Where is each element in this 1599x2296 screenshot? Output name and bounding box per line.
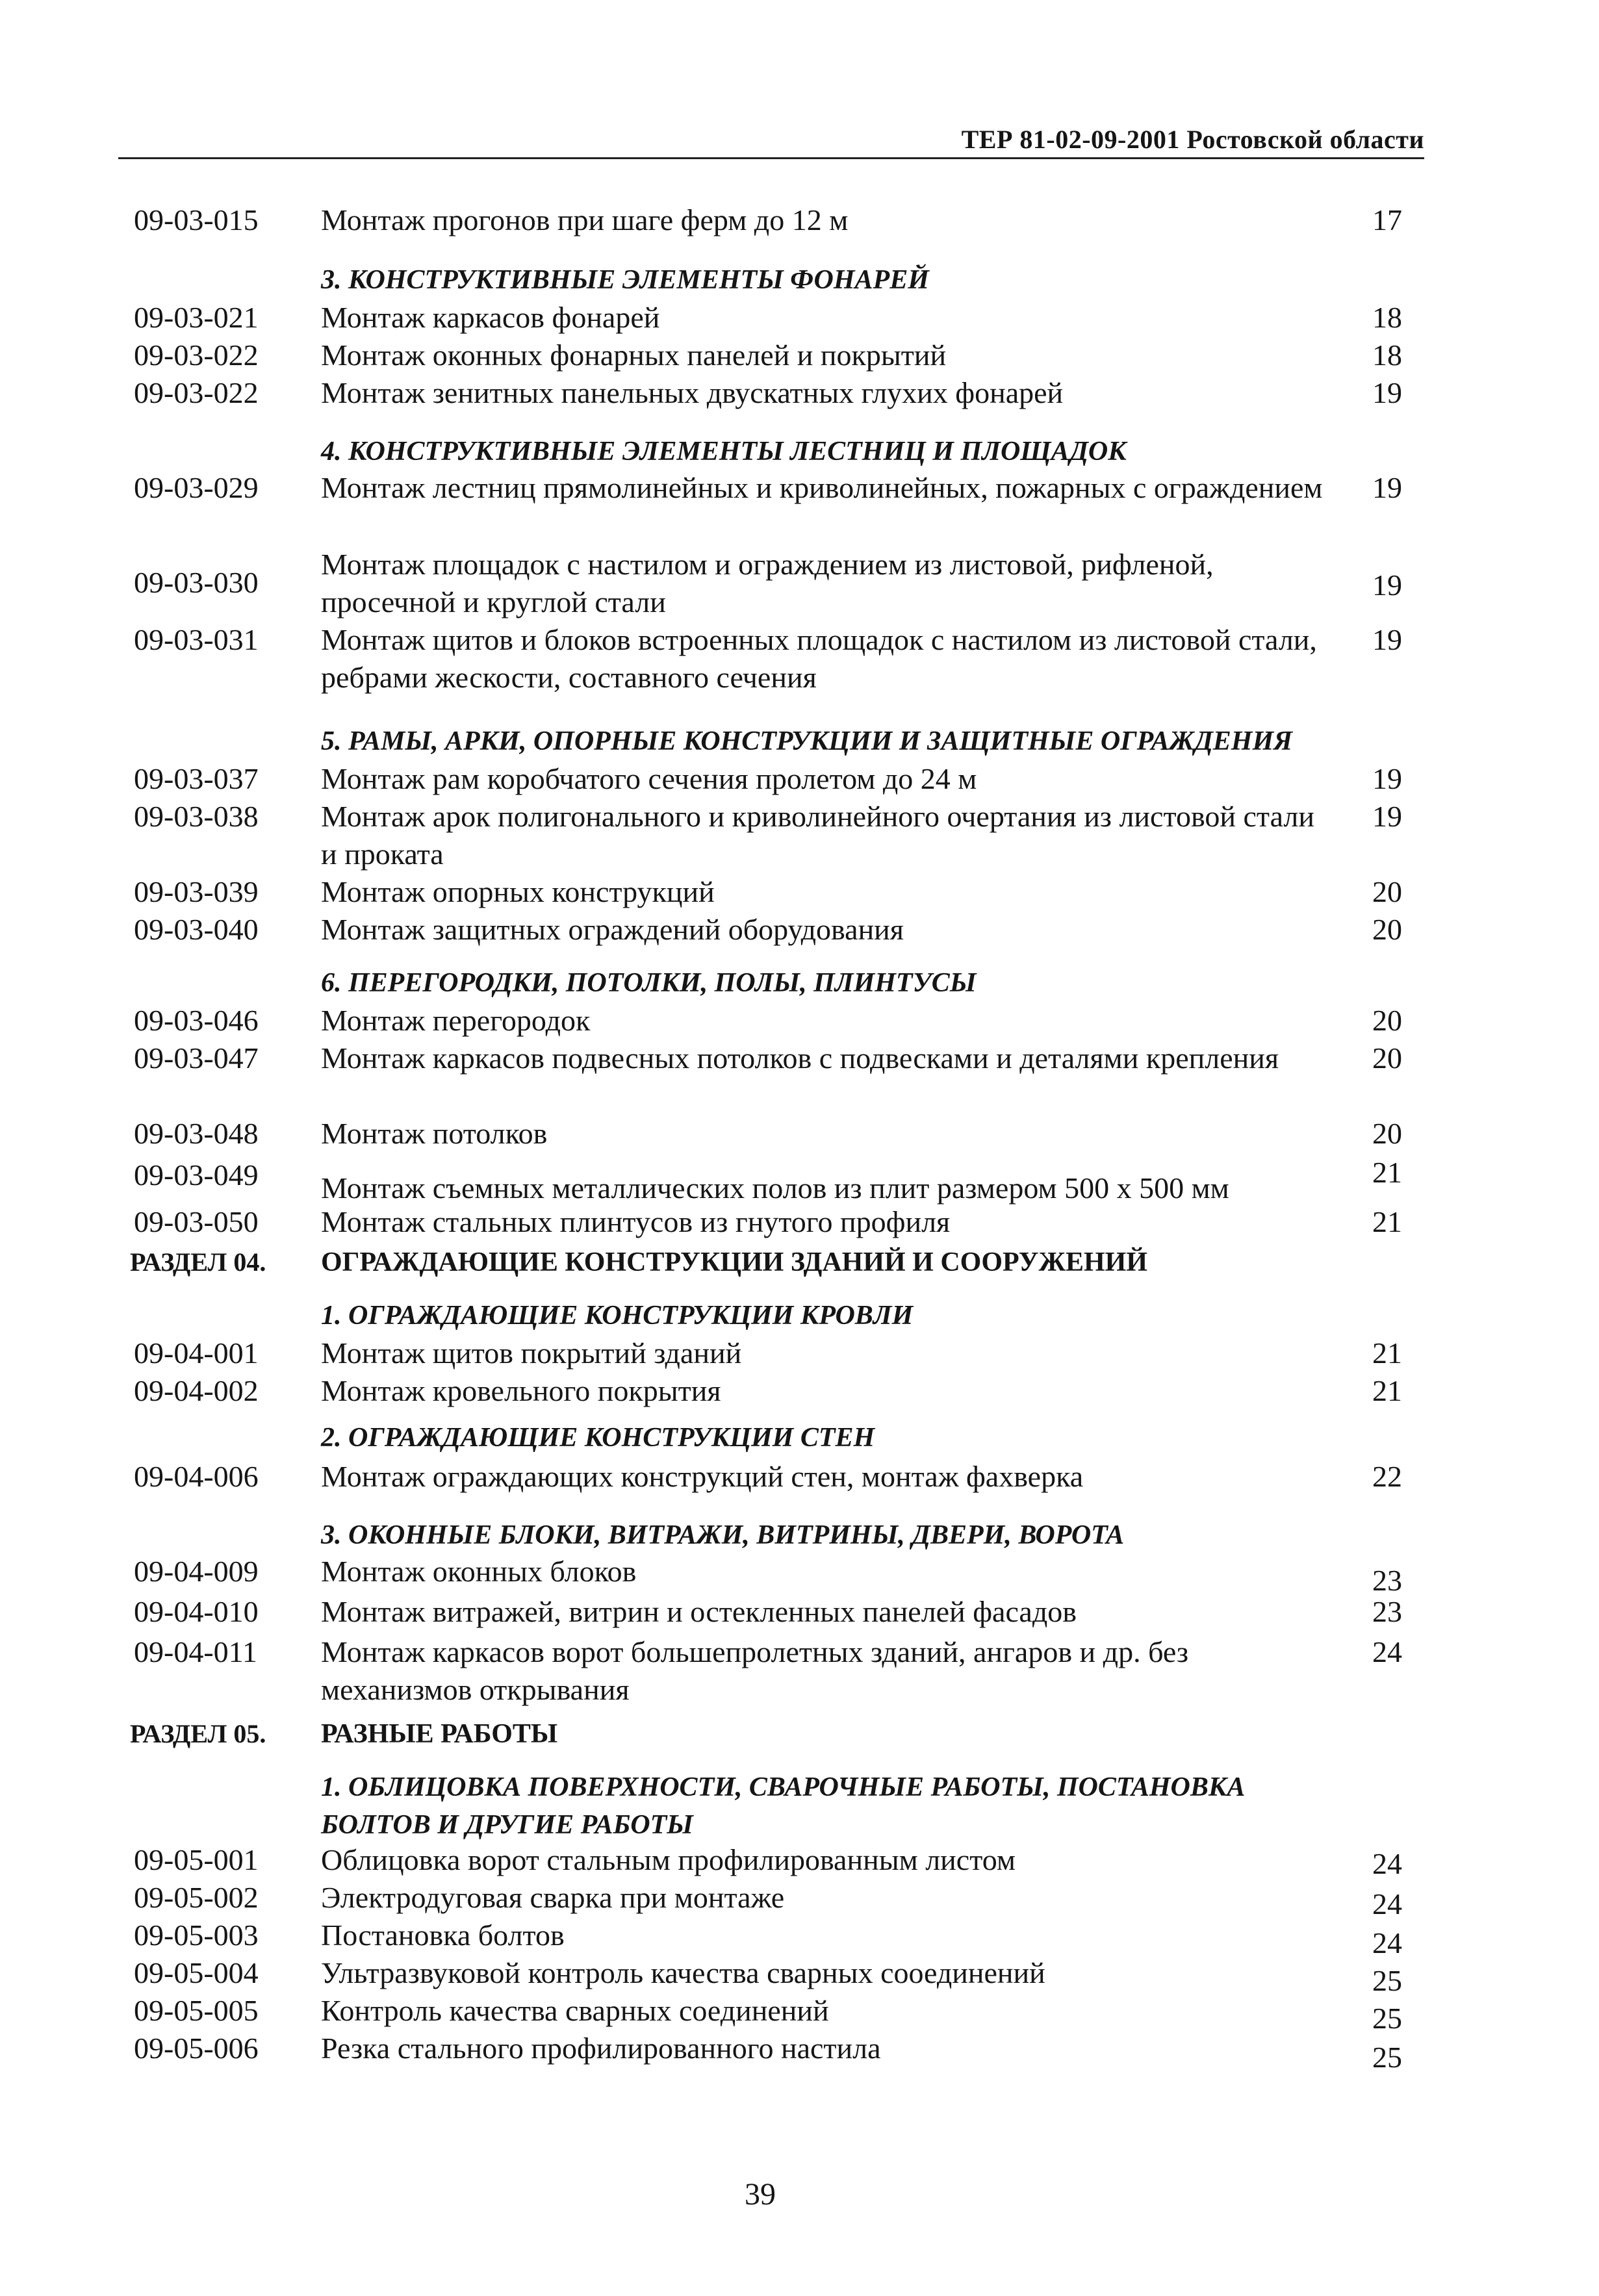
toc-entry-page: 19 bbox=[1372, 623, 1402, 656]
toc-entry-title: Постановка болтов bbox=[321, 1919, 565, 1952]
page-number: 39 bbox=[745, 2177, 776, 2212]
toc-entry-page: 19 bbox=[1372, 762, 1402, 795]
toc-entry-page: 23 bbox=[1372, 1595, 1402, 1628]
toc-entry-code: 09-03-049 bbox=[134, 1158, 259, 1192]
toc-entry-title: Монтаж лестниц прямолинейных и криволинейных, пожарных с ограждением bbox=[321, 471, 1323, 504]
toc-entry-code: 09-05-006 bbox=[134, 2032, 259, 2065]
toc-entry-title: Монтаж площадок с настилом и ограждением из листовой, рифленой, просечной и круглой стали bbox=[321, 548, 1214, 619]
toc-entry-code: 09-04-002 bbox=[134, 1374, 259, 1407]
toc-subsection-title: 1. ОБЛИЦОВКА ПОВЕРХНОСТИ, СВАРОЧНЫЕ РАБОТЫ, ПОСТАНОВКА БОЛТОВ И ДРУГИЕ РАБОТЫ bbox=[321, 1772, 1246, 1840]
toc-entry-title: Монтаж оконных фонарных панелей и покрытий bbox=[321, 338, 947, 372]
toc-entry-code: 09-03-039 bbox=[134, 875, 259, 908]
toc-entry-page: 17 bbox=[1372, 203, 1402, 236]
toc-entry-page: 20 bbox=[1372, 1004, 1402, 1037]
toc-entry-code: 09-05-004 bbox=[134, 1956, 259, 1989]
toc-entry-title: Монтаж каркасов подвесных потолков с подвесками и деталями крепления bbox=[321, 1041, 1279, 1075]
toc-entry-page: 22 bbox=[1372, 1460, 1402, 1493]
toc-entry-page: 21 bbox=[1372, 1374, 1402, 1407]
toc-entry-page: 19 bbox=[1372, 376, 1402, 409]
toc-entry-page: 19 bbox=[1372, 800, 1402, 833]
toc-entry-code: 09-05-002 bbox=[134, 1881, 259, 1914]
toc-entry-code: 09-03-048 bbox=[134, 1117, 259, 1150]
toc-entry-title: Монтаж рам коробчатого сечения пролетом до 24 м bbox=[321, 762, 977, 795]
toc-subsection-title: 3. ОКОННЫЕ БЛОКИ, ВИТРАЖИ, ВИТРИНЫ, ДВЕРИ, ВОРОТА bbox=[321, 1520, 1125, 1550]
toc-entry-code: 09-03-047 bbox=[134, 1041, 259, 1075]
toc-section-code: РАЗДЕЛ 05. bbox=[130, 1719, 266, 1748]
toc-entry-code: 09-04-011 bbox=[134, 1635, 257, 1668]
toc-entry-page: 24 bbox=[1372, 1887, 1402, 1920]
toc-entry-title: Контроль качества сварных соединений bbox=[321, 1994, 829, 2027]
toc-entry-title: Резка стального профилированного настила bbox=[321, 2032, 881, 2065]
toc-entry-code: 09-04-006 bbox=[134, 1460, 259, 1493]
toc-entry-title: Монтаж каркасов ворот большепролетных зданий, ангаров и др. без механизмов открывания bbox=[321, 1635, 1189, 1706]
toc-entry-page: 18 bbox=[1372, 338, 1402, 372]
toc-entry-page: 21 bbox=[1372, 1336, 1402, 1370]
toc-section-title: ОГРАЖДАЮЩИЕ КОНСТРУКЦИИ ЗДАНИЙ И СООРУЖЕНИЙ bbox=[321, 1247, 1147, 1277]
toc-entry-title: Монтаж витражей, витрин и остекленных панелей фасадов bbox=[321, 1595, 1077, 1628]
toc-entry-page: 25 bbox=[1372, 1964, 1402, 1997]
toc-entry-page: 20 bbox=[1372, 913, 1402, 946]
toc-entry-title: Монтаж ограждающих конструкций стен, монтаж фахверка bbox=[321, 1460, 1084, 1493]
toc-subsection-title: 5. РАМЫ, АРКИ, ОПОРНЫЕ КОНСТРУКЦИИ И ЗАЩИТНЫЕ ОГРАЖДЕНИЯ bbox=[321, 726, 1293, 756]
toc-entry-title: Монтаж щитов и блоков встроенных площадок с настилом из листовой стали, ребрами жескости, составного сечения bbox=[321, 623, 1317, 694]
toc-entry-page: 25 bbox=[1372, 2041, 1402, 2074]
toc-entry-title: Облицовка ворот стальным профилированным листом bbox=[321, 1843, 1016, 1876]
toc-entry-title: Монтаж перегородок bbox=[321, 1004, 591, 1037]
toc-entry-title: Монтаж опорных конструкций bbox=[321, 875, 715, 908]
toc-entry-title: Монтаж оконных блоков bbox=[321, 1555, 637, 1588]
toc-subsection-title: 1. ОГРАЖДАЮЩИЕ КОНСТРУКЦИИ КРОВЛИ bbox=[321, 1301, 914, 1331]
toc-entry-page: 21 bbox=[1372, 1205, 1402, 1238]
toc-section-code: РАЗДЕЛ 04. bbox=[130, 1247, 266, 1277]
toc-entry-code: 09-03-040 bbox=[134, 913, 259, 946]
toc-entry-code: 09-05-003 bbox=[134, 1919, 259, 1952]
toc-entry-code: 09-03-022 bbox=[134, 338, 259, 372]
toc-entry-page: 21 bbox=[1372, 1156, 1402, 1189]
toc-entry-title: Монтаж стальных плинтусов из гнутого профиля bbox=[321, 1205, 951, 1238]
toc-entry-code: 09-03-050 bbox=[134, 1205, 259, 1238]
toc-entry-page: 20 bbox=[1372, 875, 1402, 908]
toc-entry-code: 09-03-038 bbox=[134, 800, 259, 833]
toc-subsection-title: 2. ОГРАЖДАЮЩИЕ КОНСТРУКЦИИ СТЕН bbox=[321, 1423, 875, 1453]
toc-entry-code: 09-03-022 bbox=[134, 376, 259, 409]
toc-entry-title: Электродуговая сварка при монтаже bbox=[321, 1881, 785, 1914]
toc-entry-page: 23 bbox=[1372, 1564, 1402, 1597]
toc-entry-page: 20 bbox=[1372, 1041, 1402, 1075]
toc-subsection-title: 6. ПЕРЕГОРОДКИ, ПОТОЛКИ, ПОЛЫ, ПЛИНТУСЫ bbox=[321, 968, 977, 998]
toc-entry-code: 09-03-015 bbox=[134, 203, 259, 236]
toc-entry-code: 09-04-010 bbox=[134, 1595, 259, 1628]
header-title: ТЕР 81-02-09-2001 Ростовской области bbox=[961, 125, 1424, 154]
toc-subsection-title: 3. КОНСТРУКТИВНЫЕ ЭЛЕМЕНТЫ ФОНАРЕЙ bbox=[321, 265, 929, 295]
toc-entry-title: Ультразвуковой контроль качества сварных сооединений bbox=[321, 1956, 1045, 1989]
toc-entry-title: Монтаж кровельного покрытия bbox=[321, 1374, 721, 1407]
toc-entry-code: 09-05-005 bbox=[134, 1994, 259, 2027]
toc-entry-page: 25 bbox=[1372, 2002, 1402, 2035]
toc-entry-code: 09-03-029 bbox=[134, 471, 259, 504]
toc-entry-page: 24 bbox=[1372, 1926, 1402, 1959]
toc-entry-code: 09-04-009 bbox=[134, 1555, 259, 1588]
toc-entry-page: 20 bbox=[1372, 1117, 1402, 1150]
toc-entry-code: 09-05-001 bbox=[134, 1843, 259, 1876]
toc-entry-code: 09-03-031 bbox=[134, 623, 259, 656]
toc-entry-page: 19 bbox=[1372, 471, 1402, 504]
toc-subsection-title: 4. КОНСТРУКТИВНЫЕ ЭЛЕМЕНТЫ ЛЕСТНИЦ И ПЛОЩАДОК bbox=[321, 437, 1127, 466]
toc-entry-title: Монтаж щитов покрытий зданий bbox=[321, 1336, 742, 1370]
toc-entry-page: 18 bbox=[1372, 301, 1402, 334]
toc-entry-page: 24 bbox=[1372, 1635, 1402, 1668]
toc-entry-title: Монтаж потолков bbox=[321, 1117, 548, 1150]
toc-entry-title: Монтаж каркасов фонарей bbox=[321, 301, 660, 334]
toc-entry-page: 24 bbox=[1372, 1847, 1402, 1880]
toc-entry-title: Монтаж съемных металлических полов из плит размером 500 х 500 мм bbox=[321, 1171, 1229, 1205]
toc-entry-code: 09-03-037 bbox=[134, 762, 259, 795]
toc-section-title: РАЗНЫЕ РАБОТЫ bbox=[321, 1719, 558, 1749]
toc-entry-title: Монтаж прогонов при шаге ферм до 12 м bbox=[321, 203, 849, 236]
toc-entry-title: Монтаж зенитных панельных двускатных глухих фонарей bbox=[321, 376, 1064, 409]
toc-entry-code: 09-04-001 bbox=[134, 1336, 259, 1370]
toc-entry-title: Монтаж защитных ограждений оборудования bbox=[321, 913, 904, 946]
toc-entry-title: Монтаж арок полигонального и криволинейного очертания из листовой стали и проката bbox=[321, 800, 1314, 871]
toc-entry-code: 09-03-046 bbox=[134, 1004, 259, 1037]
toc-entry-code: 09-03-030 bbox=[134, 566, 259, 599]
toc-entry-code: 09-03-021 bbox=[134, 301, 259, 334]
toc-entry-page: 19 bbox=[1372, 568, 1402, 602]
